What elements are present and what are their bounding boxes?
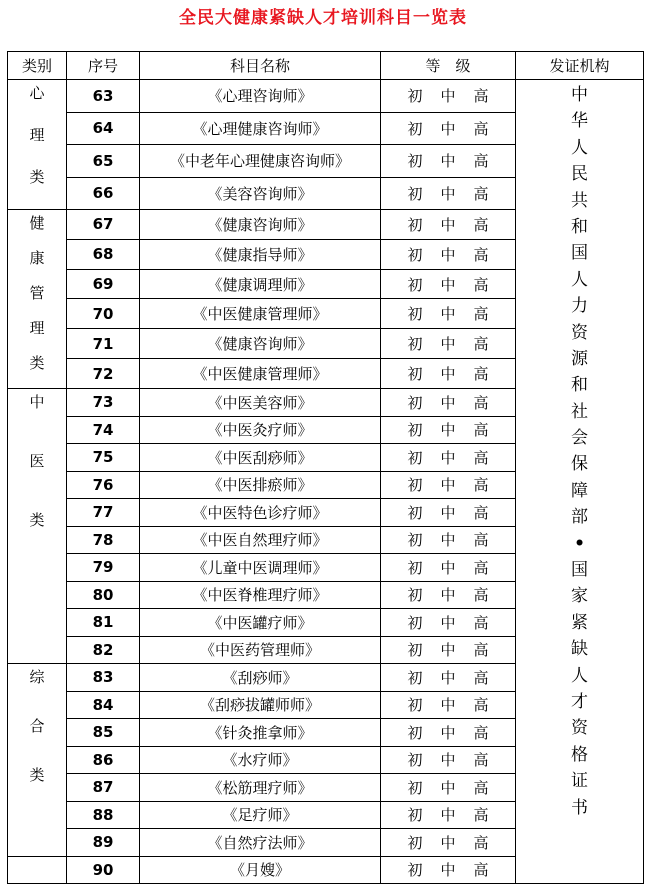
level-cell <box>381 299 516 329</box>
subject-name: 《中老年心理健康咨询师》 <box>140 145 381 178</box>
subject-name: 《健康指导师》 <box>140 239 381 269</box>
subject-name: 《足疗师》 <box>140 801 381 829</box>
header-issuer: 发证机构 <box>516 52 644 80</box>
issuer-char: 和 <box>571 216 588 237</box>
level-2: 高 <box>473 613 489 632</box>
level-2: 高 <box>473 275 489 294</box>
subject-name: 《中医健康管理师》 <box>140 359 381 389</box>
level-2: 高 <box>473 448 489 467</box>
row-number: 74 <box>67 416 140 444</box>
issuer-char: 保 <box>571 454 588 475</box>
level-0: 初 <box>407 531 423 550</box>
level-0: 初 <box>407 586 423 605</box>
subject-name: 《自然疗法师》 <box>140 829 381 857</box>
level-2: 高 <box>473 833 489 852</box>
category-char: 医 <box>29 452 45 470</box>
subject-name: 《中医药管理师》 <box>140 636 381 664</box>
level-2: 高 <box>473 152 489 171</box>
level-2: 高 <box>473 87 489 106</box>
row-number: 77 <box>67 499 140 527</box>
level-1: 中 <box>440 335 456 354</box>
level-cell <box>381 239 516 269</box>
level-cell <box>381 416 516 444</box>
row-number: 87 <box>67 774 140 802</box>
category-char: 心 <box>29 84 45 102</box>
level-0: 初 <box>407 806 423 825</box>
level-cell <box>381 499 516 527</box>
issuer-char: 力 <box>571 296 588 317</box>
header-subject: 科目名称 <box>140 52 381 80</box>
table-body <box>8 80 644 884</box>
level-0: 初 <box>407 833 423 852</box>
level-1: 中 <box>440 613 456 632</box>
category-char: 中 <box>29 393 45 411</box>
level-0: 初 <box>407 365 423 384</box>
level-cell <box>381 269 516 299</box>
issuer-char: 格 <box>571 744 588 765</box>
level-2: 高 <box>473 365 489 384</box>
level-0: 初 <box>407 476 423 495</box>
level-cell <box>381 210 516 240</box>
level-1: 中 <box>440 245 456 264</box>
level-1: 中 <box>440 305 456 324</box>
subject-name: 《中医刮痧师》 <box>140 444 381 472</box>
category-char: 类 <box>29 168 45 186</box>
level-0: 初 <box>407 448 423 467</box>
level-cell <box>381 581 516 609</box>
subject-name: 《健康咨询师》 <box>140 210 381 240</box>
issuer-char: 人 <box>571 665 588 686</box>
row-number: 63 <box>67 80 140 113</box>
issuer-char: 人 <box>571 137 588 158</box>
subject-name: 《心理健康咨询师》 <box>140 112 381 145</box>
level-0: 初 <box>407 305 423 324</box>
row-number: 85 <box>67 719 140 747</box>
level-2: 高 <box>473 184 489 203</box>
row-number: 75 <box>67 444 140 472</box>
level-cell <box>381 856 516 884</box>
level-0: 初 <box>407 751 423 770</box>
issuer-char: 国 <box>571 243 588 264</box>
level-cell <box>381 664 516 692</box>
issuer-char: 紧 <box>571 612 588 633</box>
subject-name: 《中医脊椎理疗师》 <box>140 581 381 609</box>
level-0: 初 <box>407 696 423 715</box>
level-cell <box>381 609 516 637</box>
level-0: 初 <box>407 119 423 138</box>
level-cell <box>381 80 516 113</box>
level-0: 初 <box>407 393 423 412</box>
issuer-char: 国 <box>571 560 588 581</box>
issuer-char: 部 <box>571 507 588 528</box>
issuer-char: 书 <box>571 797 588 818</box>
level-1: 中 <box>440 833 456 852</box>
subject-name: 《中医罐疗师》 <box>140 609 381 637</box>
row-number: 81 <box>67 609 140 637</box>
category-char: 管 <box>29 284 45 302</box>
subject-table <box>7 51 644 884</box>
level-1: 中 <box>440 586 456 605</box>
level-1: 中 <box>440 184 456 203</box>
subject-name: 《健康调理师》 <box>140 269 381 299</box>
level-0: 初 <box>407 723 423 742</box>
level-1: 中 <box>440 503 456 522</box>
level-2: 高 <box>473 119 489 138</box>
issuer-char: 资 <box>571 718 588 739</box>
subject-name: 《健康咨询师》 <box>140 329 381 359</box>
category-char: 健 <box>29 214 45 232</box>
level-cell <box>381 177 516 210</box>
issuer-char: 障 <box>571 480 588 501</box>
issuer-char: 人 <box>571 269 588 290</box>
level-cell <box>381 829 516 857</box>
level-1: 中 <box>440 668 456 687</box>
level-1: 中 <box>440 365 456 384</box>
row-number: 83 <box>67 664 140 692</box>
level-2: 高 <box>473 305 489 324</box>
issuer-char: 家 <box>571 586 588 607</box>
level-cell <box>381 719 516 747</box>
row-number: 84 <box>67 691 140 719</box>
level-2: 高 <box>473 245 489 264</box>
subject-name: 《刮痧师》 <box>140 664 381 692</box>
row-number: 86 <box>67 746 140 774</box>
subject-name: 《水疗师》 <box>140 746 381 774</box>
row-number: 64 <box>67 112 140 145</box>
level-1: 中 <box>440 723 456 742</box>
level-1: 中 <box>440 448 456 467</box>
category-char: 类 <box>29 511 45 529</box>
subject-name: 《松筋理疗师》 <box>140 774 381 802</box>
level-0: 初 <box>407 152 423 171</box>
issuer-char: 和 <box>571 375 588 396</box>
level-2: 高 <box>473 335 489 354</box>
level-2: 高 <box>473 641 489 660</box>
table-header-row <box>8 52 644 80</box>
subject-name: 《中医灸疗师》 <box>140 416 381 444</box>
level-cell <box>381 471 516 499</box>
level-cell <box>381 112 516 145</box>
level-1: 中 <box>440 87 456 106</box>
level-cell <box>381 636 516 664</box>
category-char: 类 <box>29 354 45 372</box>
category-cell <box>8 664 67 857</box>
level-1: 中 <box>440 476 456 495</box>
level-0: 初 <box>407 613 423 632</box>
level-cell <box>381 444 516 472</box>
level-1: 中 <box>440 751 456 770</box>
issuer-cell <box>516 80 644 884</box>
issuer-char: 缺 <box>571 639 588 660</box>
subject-name: 《中医排瘀师》 <box>140 471 381 499</box>
subject-name: 《美容咨询师》 <box>140 177 381 210</box>
category-char: 理 <box>29 319 45 337</box>
category-char: 综 <box>29 668 45 686</box>
row-number: 65 <box>67 145 140 178</box>
level-cell <box>381 801 516 829</box>
level-1: 中 <box>440 119 456 138</box>
row-number: 76 <box>67 471 140 499</box>
level-2: 高 <box>473 861 489 880</box>
level-2: 高 <box>473 531 489 550</box>
level-1: 中 <box>440 641 456 660</box>
level-0: 初 <box>407 861 423 880</box>
row-number: 90 <box>67 856 140 884</box>
row-number: 67 <box>67 210 140 240</box>
row-number: 79 <box>67 554 140 582</box>
table-row <box>8 80 644 113</box>
level-0: 初 <box>407 184 423 203</box>
level-1: 中 <box>440 558 456 577</box>
level-2: 高 <box>473 586 489 605</box>
header-category: 类别 <box>8 52 67 80</box>
issuer-char: • <box>574 533 585 554</box>
row-number: 89 <box>67 829 140 857</box>
level-1: 中 <box>440 778 456 797</box>
level-2: 高 <box>473 421 489 440</box>
subject-name: 《月嫂》 <box>140 856 381 884</box>
level-1: 中 <box>440 275 456 294</box>
issuer-char: 资 <box>571 322 588 343</box>
row-number: 68 <box>67 239 140 269</box>
level-0: 初 <box>407 778 423 797</box>
level-1: 中 <box>440 421 456 440</box>
level-1: 中 <box>440 696 456 715</box>
level-0: 初 <box>407 558 423 577</box>
level-2: 高 <box>473 558 489 577</box>
level-0: 初 <box>407 335 423 354</box>
level-1: 中 <box>440 531 456 550</box>
category-char: 理 <box>29 126 45 144</box>
row-number: 73 <box>67 389 140 417</box>
level-2: 高 <box>473 778 489 797</box>
category-char: 合 <box>29 717 45 735</box>
row-number: 71 <box>67 329 140 359</box>
subject-name: 《中医特色诊疗师》 <box>140 499 381 527</box>
level-1: 中 <box>440 152 456 171</box>
category-cell <box>8 210 67 389</box>
header-number: 序号 <box>67 52 140 80</box>
level-cell <box>381 389 516 417</box>
issuer-char: 民 <box>571 164 588 185</box>
category-cell <box>8 389 67 664</box>
row-number: 78 <box>67 526 140 554</box>
category-cell-empty <box>8 856 67 884</box>
row-number: 66 <box>67 177 140 210</box>
subject-name: 《针灸推拿师》 <box>140 719 381 747</box>
issuer-char: 会 <box>571 428 588 449</box>
issuer-char: 源 <box>571 348 588 369</box>
row-number: 69 <box>67 269 140 299</box>
level-2: 高 <box>473 668 489 687</box>
row-number: 88 <box>67 801 140 829</box>
level-1: 中 <box>440 806 456 825</box>
level-1: 中 <box>440 861 456 880</box>
level-2: 高 <box>473 215 489 234</box>
category-char: 类 <box>29 766 45 784</box>
level-2: 高 <box>473 723 489 742</box>
level-cell <box>381 554 516 582</box>
subject-name: 《中医健康管理师》 <box>140 299 381 329</box>
level-0: 初 <box>407 421 423 440</box>
level-2: 高 <box>473 393 489 412</box>
level-0: 初 <box>407 641 423 660</box>
issuer-char: 社 <box>571 401 588 422</box>
issuer-char: 才 <box>571 691 588 712</box>
subject-name: 《心理咨询师》 <box>140 80 381 113</box>
row-number: 70 <box>67 299 140 329</box>
subject-name: 《刮痧拔罐师师》 <box>140 691 381 719</box>
level-cell <box>381 691 516 719</box>
level-2: 高 <box>473 806 489 825</box>
level-2: 高 <box>473 503 489 522</box>
category-char: 康 <box>29 249 45 267</box>
issuer-char: 证 <box>571 771 588 792</box>
level-0: 初 <box>407 215 423 234</box>
issuer-char: 共 <box>571 190 588 211</box>
level-cell <box>381 145 516 178</box>
level-cell <box>381 526 516 554</box>
level-0: 初 <box>407 275 423 294</box>
level-0: 初 <box>407 87 423 106</box>
subject-name: 《中医美容师》 <box>140 389 381 417</box>
subject-name: 《儿童中医调理师》 <box>140 554 381 582</box>
level-2: 高 <box>473 751 489 770</box>
level-0: 初 <box>407 668 423 687</box>
issuer-char: 华 <box>571 111 588 132</box>
header-level: 等 级 <box>381 52 516 80</box>
level-2: 高 <box>473 696 489 715</box>
subject-name: 《中医自然理疗师》 <box>140 526 381 554</box>
row-number: 72 <box>67 359 140 389</box>
issuer-char: 中 <box>571 85 588 105</box>
level-cell <box>381 359 516 389</box>
level-1: 中 <box>440 393 456 412</box>
level-2: 高 <box>473 476 489 495</box>
level-1: 中 <box>440 215 456 234</box>
row-number: 82 <box>67 636 140 664</box>
level-cell <box>381 746 516 774</box>
level-cell <box>381 329 516 359</box>
level-cell <box>381 774 516 802</box>
level-0: 初 <box>407 245 423 264</box>
category-cell <box>8 80 67 210</box>
level-0: 初 <box>407 503 423 522</box>
page-title: 全民大健康紧缺人才培训科目一览表 <box>179 8 467 28</box>
row-number: 80 <box>67 581 140 609</box>
